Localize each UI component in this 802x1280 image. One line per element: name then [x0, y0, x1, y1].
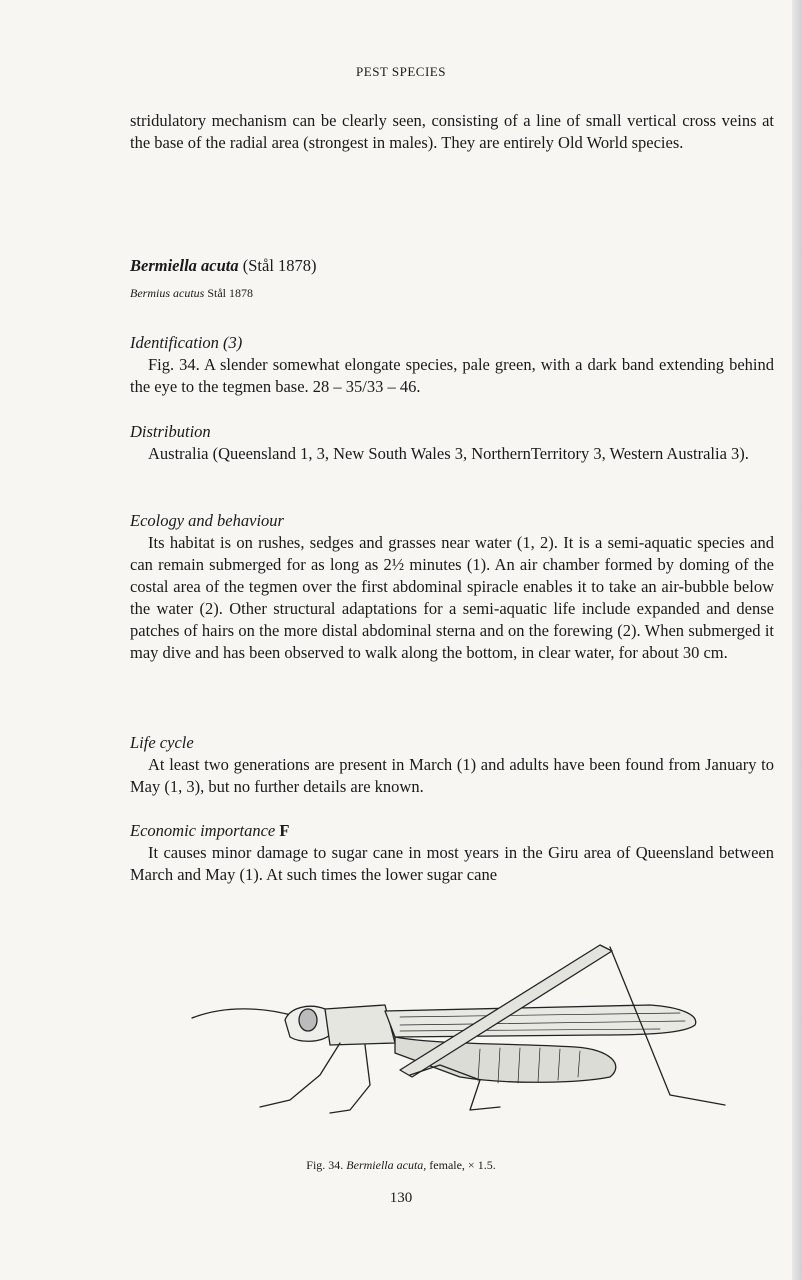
life-cycle-text: At least two generations are present in March (1) and adults have been found from January to May (1, 3), but no further details are known.	[130, 755, 774, 796]
grasshopper-illustration	[180, 925, 730, 1125]
life-cycle-heading: Life cycle	[130, 733, 194, 752]
caption-suffix: female, × 1.5.	[426, 1158, 496, 1172]
economic-section	[130, 820, 774, 886]
identification-section	[130, 332, 774, 398]
front-leg	[260, 1043, 340, 1107]
identification-text: Fig. 34. A slender somewhat elongate species, pale green, with a dark band extending behind the eye to the tegmen base. 28 – 35/33 – 46.	[130, 355, 774, 396]
synonym-line	[130, 286, 774, 301]
economic-heading: Economic importance	[130, 821, 276, 840]
intro-paragraph-block	[130, 110, 774, 154]
caption-prefix: Fig. 34.	[306, 1158, 347, 1172]
distribution-section	[130, 421, 774, 465]
forewing-shape	[385, 1005, 696, 1037]
page-edge-shadow	[792, 0, 802, 1280]
ecology-heading: Ecology and behaviour	[130, 511, 284, 530]
life-cycle-section	[130, 732, 774, 798]
synonym-authority: Stål 1878	[204, 286, 253, 300]
middle-leg	[330, 1045, 370, 1113]
caption-species: Bermiella acuta,	[346, 1158, 427, 1172]
species-authority: (Stål 1878)	[238, 256, 317, 275]
synonym-name: Bermius acutus	[130, 286, 205, 300]
figure-caption	[0, 1158, 802, 1173]
page-number: 130	[389, 1190, 413, 1206]
eye-shape	[299, 1009, 317, 1031]
economic-heading-line	[130, 820, 774, 842]
species-name: Bermiella acuta	[130, 256, 239, 275]
intro-paragraph: stridulatory mechanism can be clearly seen, consisting of a line of small vertical cross veins at the base of the radial area (strongest in males). They are entirely Old World species.	[130, 111, 774, 152]
running-head: PEST SPECIES	[356, 64, 446, 79]
species-heading-block	[130, 256, 774, 301]
antenna-line	[192, 1009, 298, 1018]
distribution-heading: Distribution	[130, 422, 211, 441]
economic-rating: F	[275, 821, 290, 840]
economic-text: It causes minor damage to sugar cane in most years in the Giru area of Queensland between March and May (1). At such times the lower sugar cane	[130, 843, 774, 884]
identification-heading: Identification (3)	[130, 333, 243, 352]
species-title	[130, 256, 774, 276]
ecology-text: Its habitat is on rushes, sedges and grasses near water (1, 2). It is a semi-aquatic species and can remain submerged for as long as 2½ minutes (1). An air chamber formed by doming of the costal area of the tegmen over the first abdominal spiracle enables it to take an air-bubble below the water (2). Other structural adaptations for a semi-aquatic life include expanded and dense patches of hairs on the more distal abdominal sterna and on the forewing (2). When submerged it may dive and has been observed to walk along the bottom, in clear water, for about 30 cm.	[130, 533, 774, 662]
distribution-text: Australia (Queensland 1, 3, New South Wales 3, NorthernTerritory 3, Western Australia 3).	[148, 444, 749, 463]
ecology-section	[130, 510, 774, 664]
